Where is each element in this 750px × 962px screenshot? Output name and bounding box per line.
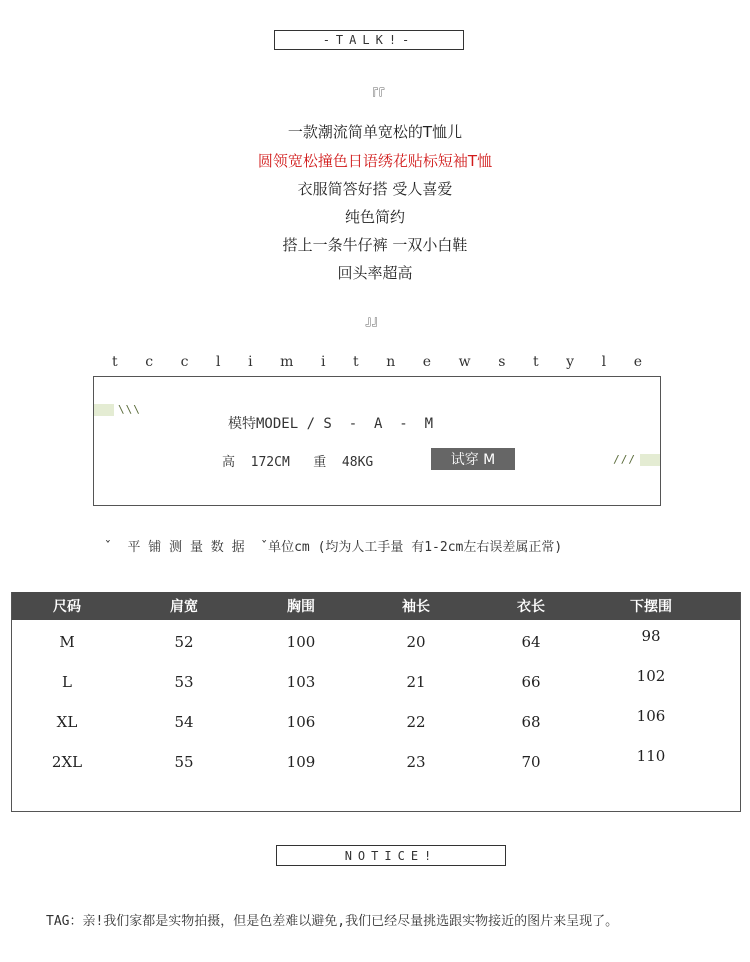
talk-title-box: -TALK!- [274,30,464,50]
model-info-box [93,376,661,506]
table-row [12,662,740,702]
slogan-letter: m [280,354,294,370]
slogan-letter: l [601,354,607,370]
table-cell: 110 [636,747,666,765]
table-row [12,622,740,662]
table-cell: 55 [174,753,194,771]
tag-note: TAG：亲!我们家都是实物拍摄，但是色差难以避免,我们已经尽量挑选跟实物接近的图片来呈现了。 [46,914,619,929]
slogan-letter: c [145,354,154,370]
table-cell: 106 [636,707,666,725]
description-line-4: 纯色简约 [344,208,405,226]
table-cell: 66 [521,673,541,691]
table-cell: 68 [521,713,541,731]
size-table [11,592,741,812]
slogan-letter: y [566,354,575,370]
description-line-highlight: 圆领宽松撞色日语绣花贴标短袖T恤 [257,152,493,170]
description-line-5: 搭上一条牛仔裤 一双小白鞋 [282,236,468,254]
deco-slashes: /// [613,453,636,466]
description-line-3: 衣服简答好搭 受人喜爱 [297,180,453,198]
description-line-1: 一款潮流简单宽松的T恤儿 [287,123,463,141]
table-cell: 106 [286,713,316,731]
decoration-left [94,403,145,416]
header-length: 衣长 [517,599,545,615]
table-cell: 53 [174,673,194,691]
slogan-letter: t [112,354,118,370]
slogan-letter: t [532,354,539,370]
deco-block [640,454,660,466]
slogan-letter: e [422,354,432,370]
table-cell: 52 [174,633,194,651]
table-cell: 102 [636,667,666,685]
table-bottom-border [11,796,741,812]
table-cell: M [59,633,75,651]
slogan-letter: i [248,354,253,370]
table-cell: 103 [286,673,316,691]
decoration-right [609,453,660,466]
table-row [12,702,740,742]
table-cell: 100 [286,633,316,651]
table-cell: 23 [406,753,426,771]
model-stats: 高 172CM 重 48KG [222,455,374,470]
slogan-letter: e [633,354,642,370]
header-hem: 下摆围 [630,599,672,615]
header-shoulder: 肩宽 [170,599,198,615]
table-header [12,592,740,620]
slogan-letter: l [216,354,221,370]
measure-note: ˇ 平 铺 测 量 数 据 ˇ单位cm (均为人工手量 有1-2cm左右误差属正常) [104,540,563,555]
quote-open-mark: 『『 [365,88,385,103]
deco-slashes: \\\ [118,403,141,416]
table-cell: 20 [406,633,426,651]
description-line-6: 回头率超高 [337,264,413,282]
try-size-badge: 试穿 M [431,448,515,470]
slogan-letter: i [320,354,326,370]
table-cell: 54 [174,713,194,731]
table-cell: 22 [406,713,426,731]
deco-block [94,404,114,416]
slogan-letter: c [180,354,189,370]
slogan-letter: w [458,354,471,370]
table-cell: 2XL [51,753,83,771]
table-body [12,620,740,782]
table-cell: 109 [286,753,316,771]
header-chest: 胸围 [287,599,315,615]
slogan-letter: n [386,354,396,370]
slogan-letter: s [498,354,506,370]
table-cell: 70 [521,753,541,771]
table-cell: L [62,673,72,691]
table-row [12,742,740,782]
table-cell: 98 [641,627,661,645]
notice-title-box: NOTICE! [276,845,506,866]
quote-close-mark: 』』 [365,314,385,329]
slogan-letter: t [353,354,359,370]
header-sleeve: 袖长 [402,599,430,615]
header-size: 尺码 [53,599,81,615]
model-label: 模特MODEL / S - A - M [228,416,434,432]
table-cell: 64 [521,633,541,651]
brand-slogan [112,354,642,370]
table-cell: 21 [406,673,426,691]
table-cell: XL [56,713,78,731]
